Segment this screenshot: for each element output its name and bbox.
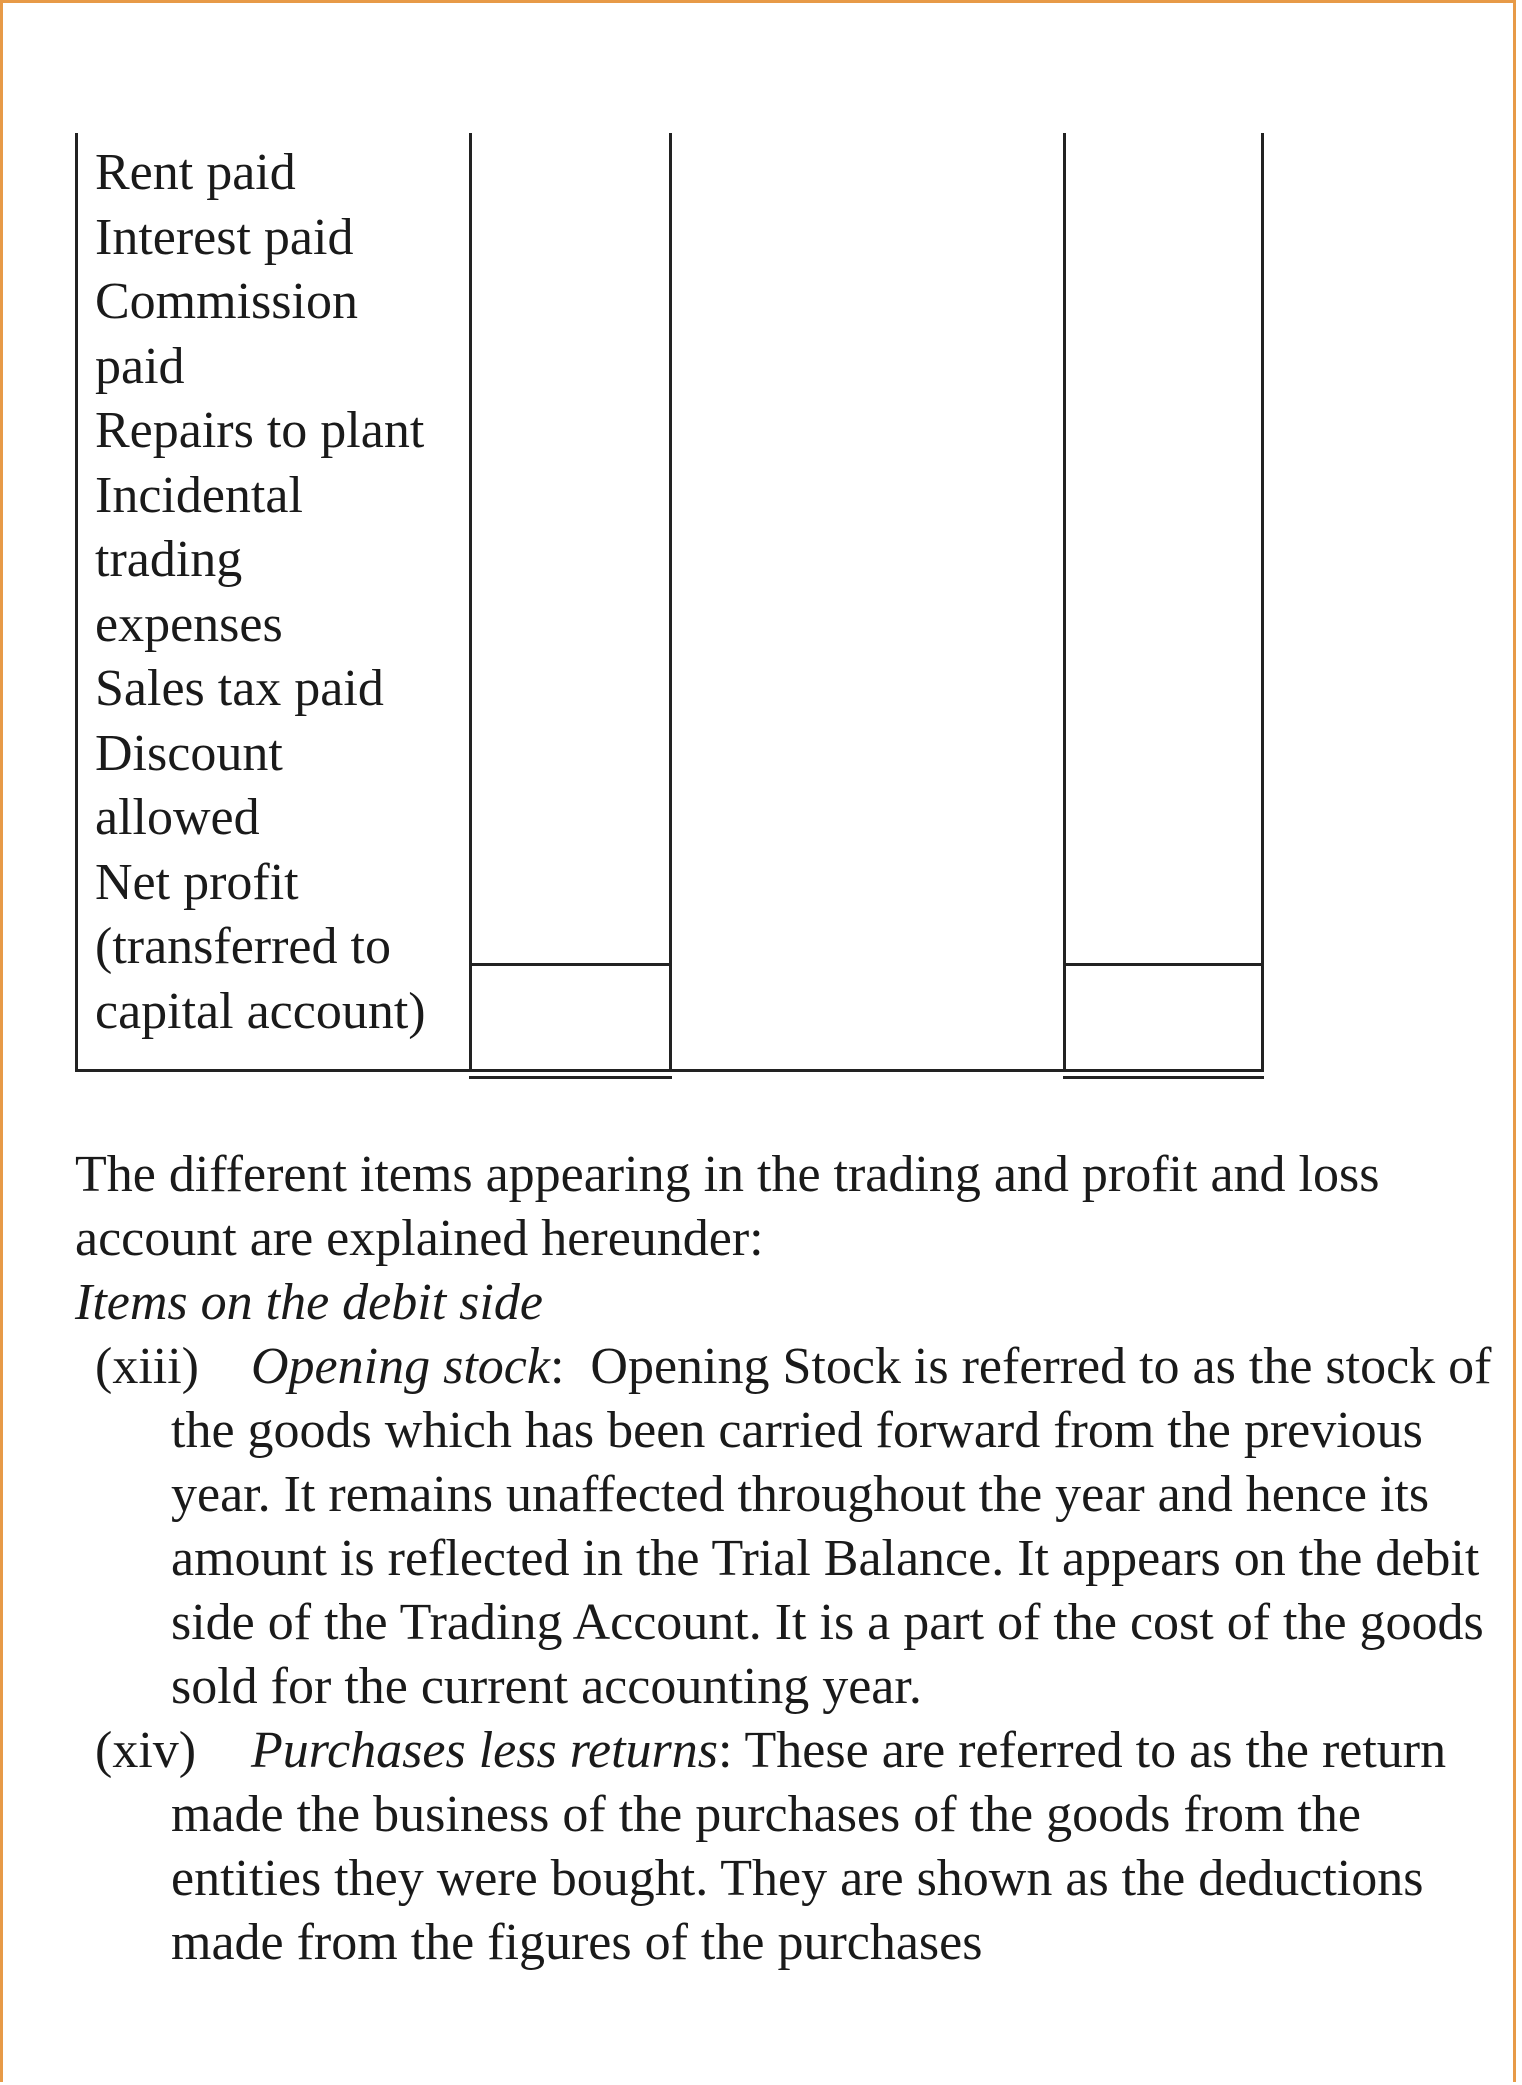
ledger-double-rule-left	[469, 1076, 672, 1079]
ledger-item-list	[95, 141, 475, 1044]
ledger-item: Sales tax paid	[95, 660, 384, 717]
entry-term: Opening stock	[251, 1338, 550, 1395]
entry-text: Opening Stock is referred to as the stock of the goods which has been carried forward from the previous year. It remains unaffected throughout the year and hence its amount is reflected in the Trial Balance. It appears on the debit side of the Trading Account. It is a part of the cost of the goods sold for the current accounting year.	[171, 1338, 1492, 1715]
intro-paragraph: The different items appearing in the trading and profit and loss account are explained hereunder:	[75, 1146, 1380, 1267]
entry-term: Purchases less returns	[251, 1722, 719, 1779]
entry-purchases-less-returns: (xiv) Purchases less returns: These are referred to as the return made the business of the purchases of the goods from the entities they were bought. They are shown as the deductions made from the figures of the purchases	[75, 1719, 1495, 1975]
ledger-column-rule-3	[1063, 133, 1066, 1071]
ledger-total-rule-right	[1063, 963, 1264, 966]
ledger-item: Discount allowed	[95, 724, 283, 846]
ledger-double-rule-right	[1063, 1076, 1264, 1079]
section-heading: Items on the debit side	[75, 1274, 543, 1331]
entry-number: (xiv)	[95, 1722, 197, 1779]
ledger-total-rule-left	[469, 963, 672, 966]
ledger-bottom-rule	[75, 1069, 1264, 1072]
entry-number: (xiii)	[95, 1338, 199, 1395]
ledger-item: Net profit (transferred to capital account)	[95, 853, 426, 1040]
ledger-item: Repairs to plant	[95, 402, 425, 459]
entry-text: These are referred to as the return made the business of the purchases of the goods from the entities they were bought. They are shown as the deductions made from the figures of the purchases	[171, 1722, 1447, 1971]
ledger-item: Interest paid	[95, 208, 354, 266]
ledger-column-rule-2	[669, 133, 672, 1071]
ledger-item: Incidental trading expenses	[95, 466, 303, 653]
ledger-item: Rent paid	[95, 144, 296, 201]
ledger-table	[3, 3, 1516, 1093]
ledger-column-rule-4	[1261, 133, 1264, 1071]
entry-opening-stock: (xiii) Opening stock: Opening Stock is referred to as the stock of the goods which has been carried forward from the previous year. It remains unaffected throughout the year and hence its amount is reflected in the Trial Balance. It appears on the debit side of the Trading Account. It is a part of the cost of the goods sold for the current accounting year.	[75, 1335, 1495, 1719]
ledger-left-border	[75, 133, 78, 1071]
ledger-item: Commission paid	[95, 273, 358, 395]
explanation-text	[75, 1143, 1495, 1975]
